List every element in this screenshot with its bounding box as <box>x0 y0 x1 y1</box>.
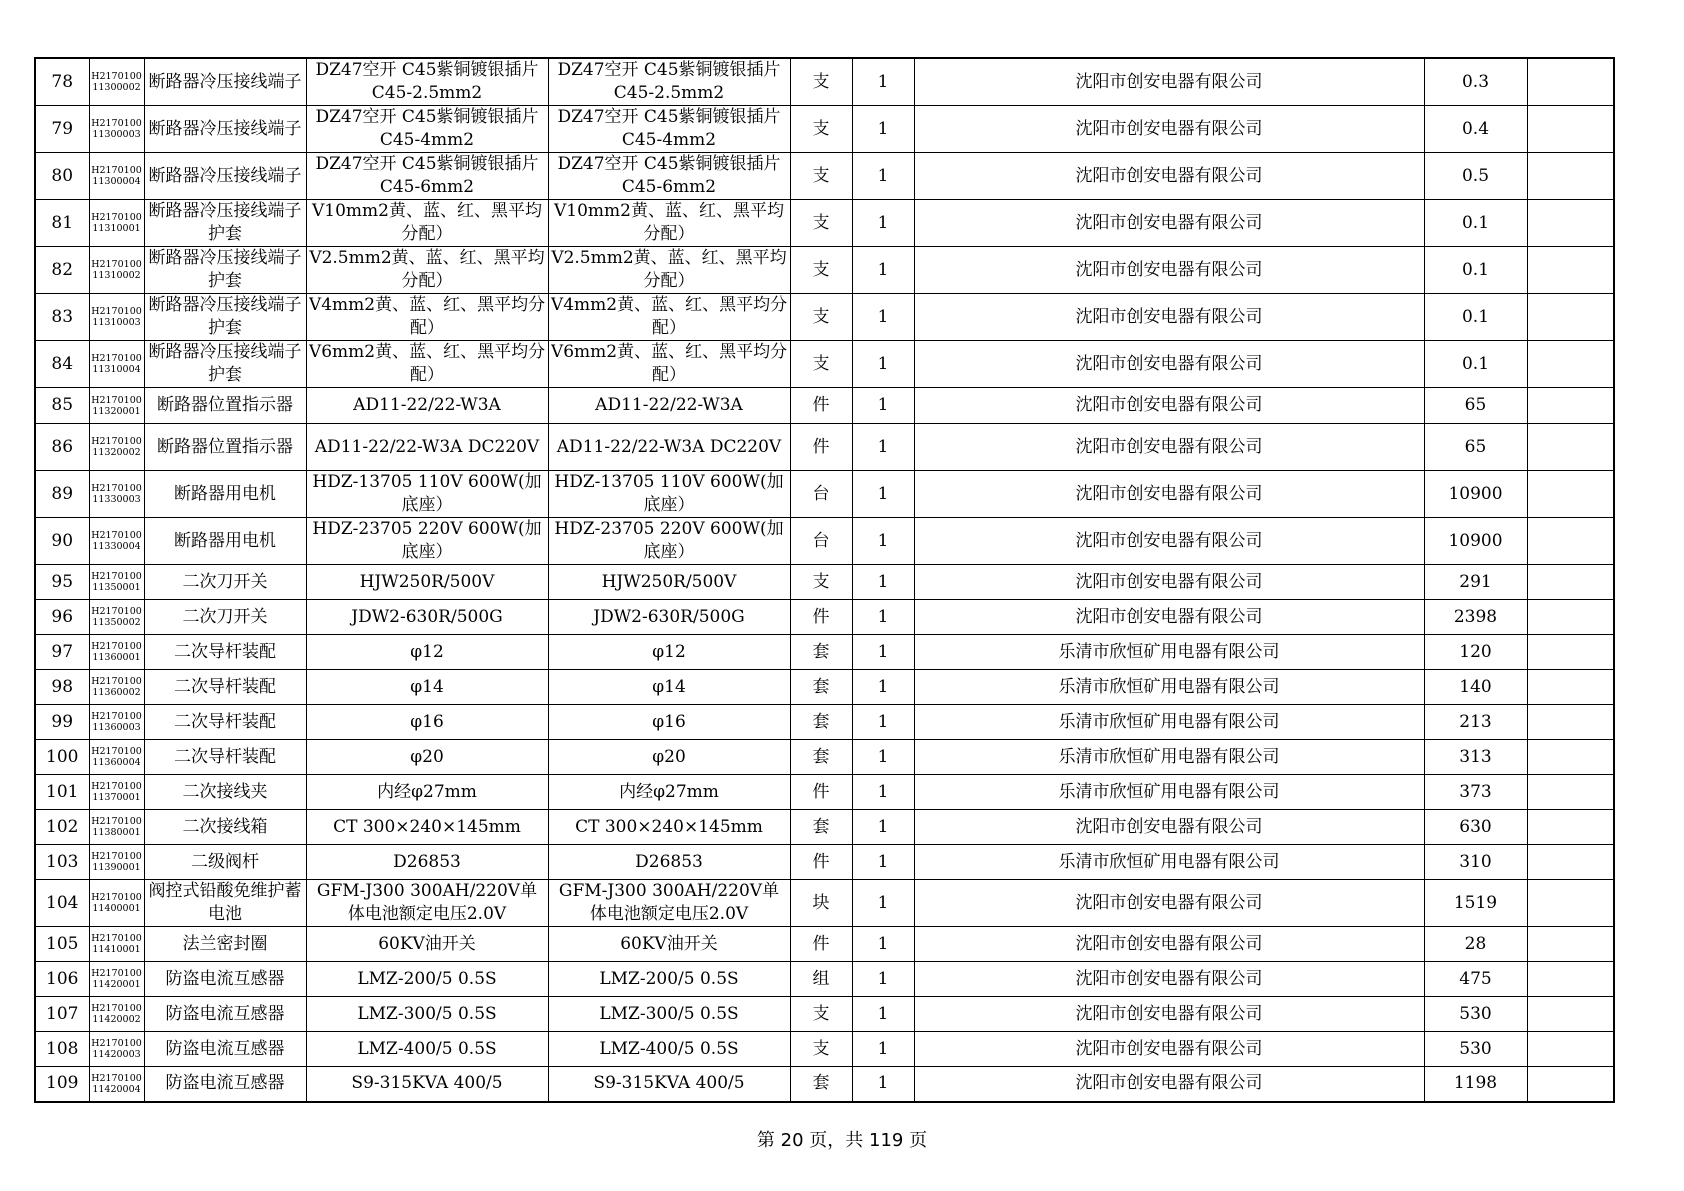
unit-cell: 支 <box>790 565 852 600</box>
item-number-cell: 86 <box>35 424 89 471</box>
quantity-cell: 1 <box>852 880 914 927</box>
model-cell: S9-315KVA 400/5 <box>548 1067 790 1102</box>
item-number-cell: 80 <box>35 153 89 200</box>
material-code-cell: H2170100 11420001 <box>89 962 144 997</box>
supplier-cell: 沈阳市创安电器有限公司 <box>914 1067 1424 1102</box>
item-number-cell: 107 <box>35 997 89 1032</box>
quantity-cell: 1 <box>852 635 914 670</box>
supplier-cell: 沈阳市创安电器有限公司 <box>914 471 1424 518</box>
item-number-cell: 102 <box>35 810 89 845</box>
unit-cell: 套 <box>790 740 852 775</box>
quantity-cell: 1 <box>852 471 914 518</box>
remarks-cell <box>1527 705 1614 740</box>
specification-cell: V2.5mm2黄、蓝、红、黑平均分配） <box>306 247 548 294</box>
remarks-cell <box>1527 388 1614 424</box>
specification-cell: AD11-22/22-W3A DC220V <box>306 424 548 471</box>
unit-cell: 套 <box>790 1067 852 1102</box>
unit-price-cell: 530 <box>1424 1032 1527 1067</box>
unit-cell: 支 <box>790 341 852 388</box>
supplier-cell: 沈阳市创安电器有限公司 <box>914 388 1424 424</box>
material-name-cell: 二次导杆装配 <box>144 670 306 705</box>
material-name-cell: 防盗电流互感器 <box>144 997 306 1032</box>
supplier-cell: 沈阳市创安电器有限公司 <box>914 294 1424 341</box>
model-cell: V6mm2黄、蓝、红、黑平均分配） <box>548 341 790 388</box>
quantity-cell: 1 <box>852 565 914 600</box>
specification-cell: φ20 <box>306 740 548 775</box>
table-row <box>35 518 1614 565</box>
supplier-cell: 沈阳市创安电器有限公司 <box>914 565 1424 600</box>
table-row <box>35 775 1614 810</box>
unit-price-cell: 1519 <box>1424 880 1527 927</box>
unit-cell: 支 <box>790 294 852 341</box>
supplier-cell: 沈阳市创安电器有限公司 <box>914 962 1424 997</box>
material-name-cell: 断路器冷压接线端子护套 <box>144 247 306 294</box>
material-code-cell: H2170100 11370001 <box>89 775 144 810</box>
specification-cell: HDZ-23705 220V 600W(加底座） <box>306 518 548 565</box>
quantity-cell: 1 <box>852 775 914 810</box>
remarks-cell <box>1527 565 1614 600</box>
item-number-cell: 79 <box>35 106 89 153</box>
supplier-cell: 乐清市欣恒矿用电器有限公司 <box>914 845 1424 880</box>
model-cell: DZ47空开 C45紫铜镀银插片C45-6mm2 <box>548 153 790 200</box>
unit-cell: 台 <box>790 518 852 565</box>
specification-cell: S9-315KVA 400/5 <box>306 1067 548 1102</box>
material-name-cell: 二次导杆装配 <box>144 635 306 670</box>
table-row <box>35 471 1614 518</box>
material-name-cell: 断路器位置指示器 <box>144 388 306 424</box>
quantity-cell: 1 <box>852 200 914 247</box>
model-cell: HJW250R/500V <box>548 565 790 600</box>
item-number-cell: 100 <box>35 740 89 775</box>
material-name-cell: 二次接线箱 <box>144 810 306 845</box>
unit-cell: 支 <box>790 58 852 106</box>
specification-cell: 60KV油开关 <box>306 927 548 962</box>
specification-cell: φ12 <box>306 635 548 670</box>
unit-price-cell: 0.5 <box>1424 153 1527 200</box>
unit-price-cell: 0.1 <box>1424 294 1527 341</box>
model-cell: LMZ-400/5 0.5S <box>548 1032 790 1067</box>
unit-price-cell: 0.3 <box>1424 58 1527 106</box>
remarks-cell <box>1527 1032 1614 1067</box>
supplier-cell: 沈阳市创安电器有限公司 <box>914 153 1424 200</box>
material-name-cell: 二次导杆装配 <box>144 740 306 775</box>
unit-cell: 件 <box>790 424 852 471</box>
quantity-cell: 1 <box>852 58 914 106</box>
specification-cell: DZ47空开 C45紫铜镀银插片C45-4mm2 <box>306 106 548 153</box>
model-cell: φ20 <box>548 740 790 775</box>
material-name-cell: 二次刀开关 <box>144 565 306 600</box>
table-row <box>35 424 1614 471</box>
model-cell: 内经φ27mm <box>548 775 790 810</box>
item-number-cell: 95 <box>35 565 89 600</box>
item-number-cell: 81 <box>35 200 89 247</box>
model-cell: D26853 <box>548 845 790 880</box>
specification-cell: DZ47空开 C45紫铜镀银插片C45-6mm2 <box>306 153 548 200</box>
unit-cell: 支 <box>790 247 852 294</box>
quantity-cell: 1 <box>852 153 914 200</box>
specification-cell: HJW250R/500V <box>306 565 548 600</box>
remarks-cell <box>1527 810 1614 845</box>
table-row <box>35 294 1614 341</box>
material-code-cell: H2170100 11360001 <box>89 635 144 670</box>
table-row <box>35 997 1614 1032</box>
model-cell: V10mm2黄、蓝、红、黑平均分配） <box>548 200 790 247</box>
model-cell: φ14 <box>548 670 790 705</box>
specification-cell: LMZ-400/5 0.5S <box>306 1032 548 1067</box>
unit-cell: 件 <box>790 927 852 962</box>
quantity-cell: 1 <box>852 518 914 565</box>
specification-cell: JDW2-630R/500G <box>306 600 548 635</box>
model-cell: V2.5mm2黄、蓝、红、黑平均分配） <box>548 247 790 294</box>
supplier-cell: 乐清市欣恒矿用电器有限公司 <box>914 775 1424 810</box>
unit-cell: 件 <box>790 845 852 880</box>
supplier-cell: 乐清市欣恒矿用电器有限公司 <box>914 670 1424 705</box>
material-name-cell: 断路器冷压接线端子 <box>144 106 306 153</box>
material-name-cell: 二次接线夹 <box>144 775 306 810</box>
specification-cell: 内经φ27mm <box>306 775 548 810</box>
material-name-cell: 断路器冷压接线端子护套 <box>144 294 306 341</box>
model-cell: HDZ-23705 220V 600W(加底座） <box>548 518 790 565</box>
unit-price-cell: 0.1 <box>1424 200 1527 247</box>
specification-cell: V4mm2黄、蓝、红、黑平均分配） <box>306 294 548 341</box>
price-list-table <box>34 57 1615 1103</box>
quantity-cell: 1 <box>852 294 914 341</box>
remarks-cell <box>1527 845 1614 880</box>
unit-cell: 块 <box>790 880 852 927</box>
material-name-cell: 防盗电流互感器 <box>144 1067 306 1102</box>
remarks-cell <box>1527 740 1614 775</box>
material-code-cell: H2170100 11420003 <box>89 1032 144 1067</box>
specification-cell: CT 300×240×145mm <box>306 810 548 845</box>
quantity-cell: 1 <box>852 670 914 705</box>
specification-cell: HDZ-13705 110V 600W(加底座） <box>306 471 548 518</box>
supplier-cell: 乐清市欣恒矿用电器有限公司 <box>914 740 1424 775</box>
remarks-cell <box>1527 1067 1614 1102</box>
table-row <box>35 341 1614 388</box>
item-number-cell: 89 <box>35 471 89 518</box>
specification-cell: φ14 <box>306 670 548 705</box>
table-row <box>35 705 1614 740</box>
quantity-cell: 1 <box>852 740 914 775</box>
item-number-cell: 109 <box>35 1067 89 1102</box>
unit-cell: 套 <box>790 670 852 705</box>
specification-cell: D26853 <box>306 845 548 880</box>
table-row <box>35 845 1614 880</box>
unit-cell: 件 <box>790 775 852 810</box>
model-cell: V4mm2黄、蓝、红、黑平均分配） <box>548 294 790 341</box>
item-number-cell: 82 <box>35 247 89 294</box>
remarks-cell <box>1527 200 1614 247</box>
supplier-cell: 沈阳市创安电器有限公司 <box>914 997 1424 1032</box>
unit-cell: 套 <box>790 810 852 845</box>
remarks-cell <box>1527 635 1614 670</box>
specification-cell: V6mm2黄、蓝、红、黑平均分配） <box>306 341 548 388</box>
supplier-cell: 沈阳市创安电器有限公司 <box>914 58 1424 106</box>
table-row <box>35 153 1614 200</box>
quantity-cell: 1 <box>852 810 914 845</box>
model-cell: GFM-J300 300AH/220V单体电池额定电压2.0V <box>548 880 790 927</box>
model-cell: JDW2-630R/500G <box>548 600 790 635</box>
unit-price-cell: 291 <box>1424 565 1527 600</box>
unit-price-cell: 28 <box>1424 927 1527 962</box>
material-code-cell: H2170100 11310003 <box>89 294 144 341</box>
material-code-cell: H2170100 11310004 <box>89 341 144 388</box>
table-row <box>35 810 1614 845</box>
quantity-cell: 1 <box>852 106 914 153</box>
unit-cell: 套 <box>790 635 852 670</box>
quantity-cell: 1 <box>852 1067 914 1102</box>
unit-cell: 支 <box>790 106 852 153</box>
unit-cell: 件 <box>790 388 852 424</box>
item-number-cell: 99 <box>35 705 89 740</box>
unit-price-cell: 475 <box>1424 962 1527 997</box>
material-name-cell: 法兰密封圈 <box>144 927 306 962</box>
table-row <box>35 1032 1614 1067</box>
table-row <box>35 565 1614 600</box>
table-row <box>35 670 1614 705</box>
specification-cell: GFM-J300 300AH/220V单体电池额定电压2.0V <box>306 880 548 927</box>
specification-cell: LMZ-300/5 0.5S <box>306 997 548 1032</box>
item-number-cell: 83 <box>35 294 89 341</box>
model-cell: φ16 <box>548 705 790 740</box>
model-cell: HDZ-13705 110V 600W(加底座） <box>548 471 790 518</box>
table-row <box>35 880 1614 927</box>
quantity-cell: 1 <box>852 705 914 740</box>
material-name-cell: 断路器用电机 <box>144 471 306 518</box>
item-number-cell: 97 <box>35 635 89 670</box>
quantity-cell: 1 <box>852 247 914 294</box>
supplier-cell: 沈阳市创安电器有限公司 <box>914 247 1424 294</box>
supplier-cell: 沈阳市创安电器有限公司 <box>914 880 1424 927</box>
model-cell: AD11-22/22-W3A DC220V <box>548 424 790 471</box>
model-cell: 60KV油开关 <box>548 927 790 962</box>
unit-price-cell: 10900 <box>1424 471 1527 518</box>
material-code-cell: H2170100 11330003 <box>89 471 144 518</box>
material-name-cell: 二次刀开关 <box>144 600 306 635</box>
material-code-cell: H2170100 11400001 <box>89 880 144 927</box>
model-cell: CT 300×240×145mm <box>548 810 790 845</box>
specification-cell: DZ47空开 C45紫铜镀银插片C45-2.5mm2 <box>306 58 548 106</box>
material-code-cell: H2170100 11390001 <box>89 845 144 880</box>
model-cell: DZ47空开 C45紫铜镀银插片C45-2.5mm2 <box>548 58 790 106</box>
unit-price-cell: 120 <box>1424 635 1527 670</box>
material-name-cell: 断路器冷压接线端子 <box>144 153 306 200</box>
quantity-cell: 1 <box>852 997 914 1032</box>
item-number-cell: 103 <box>35 845 89 880</box>
material-code-cell: H2170100 11320002 <box>89 424 144 471</box>
material-name-cell: 阀控式铅酸免维护蓄电池 <box>144 880 306 927</box>
quantity-cell: 1 <box>852 424 914 471</box>
quantity-cell: 1 <box>852 388 914 424</box>
specification-cell: φ16 <box>306 705 548 740</box>
table-row <box>35 600 1614 635</box>
material-name-cell: 断路器冷压接线端子护套 <box>144 341 306 388</box>
material-name-cell: 断路器位置指示器 <box>144 424 306 471</box>
remarks-cell <box>1527 294 1614 341</box>
item-number-cell: 84 <box>35 341 89 388</box>
specification-cell: V10mm2黄、蓝、红、黑平均分配） <box>306 200 548 247</box>
material-code-cell: H2170100 11300002 <box>89 58 144 106</box>
specification-cell: LMZ-200/5 0.5S <box>306 962 548 997</box>
material-name-cell: 二次导杆装配 <box>144 705 306 740</box>
supplier-cell: 沈阳市创安电器有限公司 <box>914 927 1424 962</box>
model-cell: LMZ-300/5 0.5S <box>548 997 790 1032</box>
supplier-cell: 沈阳市创安电器有限公司 <box>914 106 1424 153</box>
specification-cell: AD11-22/22-W3A <box>306 388 548 424</box>
page-number: 第 20 页，共 119 页 <box>756 1130 928 1151</box>
unit-price-cell: 310 <box>1424 845 1527 880</box>
remarks-cell <box>1527 962 1614 997</box>
supplier-cell: 沈阳市创安电器有限公司 <box>914 1032 1424 1067</box>
item-number-cell: 78 <box>35 58 89 106</box>
supplier-cell: 沈阳市创安电器有限公司 <box>914 424 1424 471</box>
remarks-cell <box>1527 927 1614 962</box>
unit-cell: 支 <box>790 997 852 1032</box>
remarks-cell <box>1527 424 1614 471</box>
unit-price-cell: 140 <box>1424 670 1527 705</box>
remarks-cell <box>1527 775 1614 810</box>
model-cell: LMZ-200/5 0.5S <box>548 962 790 997</box>
table-row <box>35 1067 1614 1102</box>
material-code-cell: H2170100 11360002 <box>89 670 144 705</box>
unit-price-cell: 530 <box>1424 997 1527 1032</box>
table-row <box>35 58 1614 106</box>
table-row <box>35 247 1614 294</box>
item-number-cell: 98 <box>35 670 89 705</box>
supplier-cell: 乐清市欣恒矿用电器有限公司 <box>914 635 1424 670</box>
material-code-cell: H2170100 11350002 <box>89 600 144 635</box>
material-code-cell: H2170100 11310002 <box>89 247 144 294</box>
remarks-cell <box>1527 341 1614 388</box>
model-cell: φ12 <box>548 635 790 670</box>
material-code-cell: H2170100 11420004 <box>89 1067 144 1102</box>
material-code-cell: H2170100 11300004 <box>89 153 144 200</box>
table-row <box>35 927 1614 962</box>
table-row <box>35 106 1614 153</box>
item-number-cell: 90 <box>35 518 89 565</box>
remarks-cell <box>1527 670 1614 705</box>
supplier-cell: 沈阳市创安电器有限公司 <box>914 518 1424 565</box>
remarks-cell <box>1527 58 1614 106</box>
material-code-cell: H2170100 11380001 <box>89 810 144 845</box>
remarks-cell <box>1527 997 1614 1032</box>
unit-cell: 台 <box>790 471 852 518</box>
unit-price-cell: 2398 <box>1424 600 1527 635</box>
remarks-cell <box>1527 518 1614 565</box>
material-code-cell: H2170100 11320001 <box>89 388 144 424</box>
quantity-cell: 1 <box>852 927 914 962</box>
unit-cell: 支 <box>790 200 852 247</box>
quantity-cell: 1 <box>852 600 914 635</box>
unit-cell: 支 <box>790 153 852 200</box>
material-name-cell: 防盗电流互感器 <box>144 962 306 997</box>
model-cell: AD11-22/22-W3A <box>548 388 790 424</box>
unit-price-cell: 373 <box>1424 775 1527 810</box>
model-cell: DZ47空开 C45紫铜镀银插片C45-4mm2 <box>548 106 790 153</box>
material-code-cell: H2170100 11350001 <box>89 565 144 600</box>
material-name-cell: 断路器用电机 <box>144 518 306 565</box>
unit-cell: 件 <box>790 600 852 635</box>
material-code-cell: H2170100 11360004 <box>89 740 144 775</box>
remarks-cell <box>1527 153 1614 200</box>
material-code-cell: H2170100 11300003 <box>89 106 144 153</box>
material-code-cell: H2170100 11310001 <box>89 200 144 247</box>
material-name-cell: 二级阀杆 <box>144 845 306 880</box>
supplier-cell: 乐清市欣恒矿用电器有限公司 <box>914 705 1424 740</box>
unit-price-cell: 65 <box>1424 388 1527 424</box>
unit-cell: 组 <box>790 962 852 997</box>
item-number-cell: 104 <box>35 880 89 927</box>
material-code-cell: H2170100 11360003 <box>89 705 144 740</box>
remarks-cell <box>1527 880 1614 927</box>
quantity-cell: 1 <box>852 962 914 997</box>
material-name-cell: 防盗电流互感器 <box>144 1032 306 1067</box>
remarks-cell <box>1527 600 1614 635</box>
unit-price-cell: 213 <box>1424 705 1527 740</box>
table-row <box>35 740 1614 775</box>
table-row <box>35 962 1614 997</box>
unit-price-cell: 630 <box>1424 810 1527 845</box>
unit-cell: 支 <box>790 1032 852 1067</box>
supplier-cell: 沈阳市创安电器有限公司 <box>914 200 1424 247</box>
item-number-cell: 106 <box>35 962 89 997</box>
item-number-cell: 85 <box>35 388 89 424</box>
material-name-cell: 断路器冷压接线端子护套 <box>144 200 306 247</box>
remarks-cell <box>1527 247 1614 294</box>
table-body <box>35 58 1614 1102</box>
remarks-cell <box>1527 471 1614 518</box>
material-code-cell: H2170100 11410001 <box>89 927 144 962</box>
item-number-cell: 96 <box>35 600 89 635</box>
unit-price-cell: 0.1 <box>1424 247 1527 294</box>
table-row <box>35 200 1614 247</box>
material-code-cell: H2170100 11420002 <box>89 997 144 1032</box>
supplier-cell: 沈阳市创安电器有限公司 <box>914 600 1424 635</box>
quantity-cell: 1 <box>852 341 914 388</box>
item-number-cell: 105 <box>35 927 89 962</box>
material-name-cell: 断路器冷压接线端子 <box>144 58 306 106</box>
unit-price-cell: 0.1 <box>1424 341 1527 388</box>
table-row <box>35 635 1614 670</box>
unit-price-cell: 0.4 <box>1424 106 1527 153</box>
unit-price-cell: 10900 <box>1424 518 1527 565</box>
unit-price-cell: 65 <box>1424 424 1527 471</box>
unit-price-cell: 313 <box>1424 740 1527 775</box>
unit-price-cell: 1198 <box>1424 1067 1527 1102</box>
supplier-cell: 沈阳市创安电器有限公司 <box>914 810 1424 845</box>
supplier-cell: 沈阳市创安电器有限公司 <box>914 341 1424 388</box>
material-code-cell: H2170100 11330004 <box>89 518 144 565</box>
item-number-cell: 101 <box>35 775 89 810</box>
item-number-cell: 108 <box>35 1032 89 1067</box>
quantity-cell: 1 <box>852 1032 914 1067</box>
unit-cell: 套 <box>790 705 852 740</box>
remarks-cell <box>1527 106 1614 153</box>
table-row <box>35 388 1614 424</box>
quantity-cell: 1 <box>852 845 914 880</box>
